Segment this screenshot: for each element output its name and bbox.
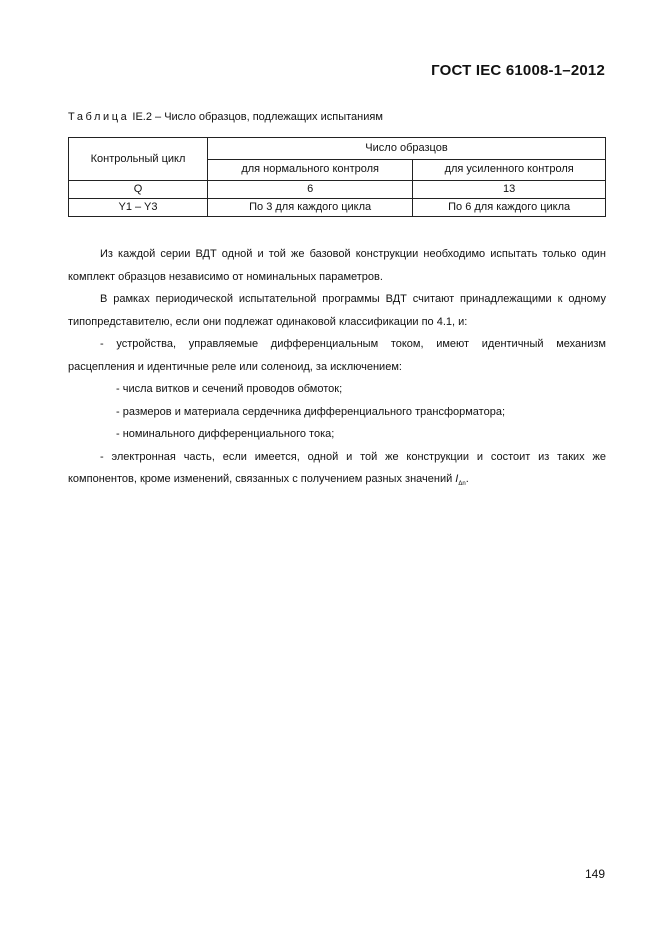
col-header-samples: Число образцов bbox=[208, 138, 606, 160]
list-item: - числа витков и сечений проводов обмоток; bbox=[116, 383, 343, 395]
col-header-cycle: Контрольный цикл bbox=[69, 138, 208, 181]
table-caption-text: IE.2 – Число образцов, подлежащих испытаниям bbox=[129, 111, 383, 123]
paragraph-sampling: Из каждой серии ВДТ одной и той же базовой конструкции необходимо испытать только один комплект образцов независимо от номинальных параметров. bbox=[68, 248, 606, 283]
table-caption-prefix: Таблица bbox=[68, 111, 130, 123]
rated-current-symbol bbox=[455, 473, 466, 488]
cell-normal: По 3 для каждого цикла bbox=[208, 199, 413, 217]
paragraph-type-definition: В рамках периодической испытательной программы ВДТ считают принадлежащими к одному типопредставителю, если они подлежат одинаковой классификации по 4.1, и: bbox=[68, 293, 606, 328]
list-item: - номинального дифференциального тока; bbox=[116, 428, 335, 440]
cell-tightened: По 6 для каждого цикла bbox=[413, 199, 606, 217]
body-text bbox=[68, 243, 606, 496]
table-row bbox=[69, 199, 606, 217]
list-item: - размеров и материала сердечника дифференциального трансформатора; bbox=[116, 405, 506, 418]
table-row bbox=[69, 181, 606, 199]
paragraph-rcd-mechanism: - устройства, управляемые дифференциальным током, имеют идентичный механизм расцепления и идентичные реле или соленоид, за исключением: bbox=[68, 338, 606, 373]
col-header-normal: для нормального контроля bbox=[208, 159, 413, 181]
cell-tightened: 13 bbox=[413, 181, 606, 199]
cell-cycle: Y1 – Y3 bbox=[69, 199, 208, 217]
symbol-i: I bbox=[455, 473, 459, 485]
paragraph-electronics-end: . bbox=[465, 473, 469, 485]
paragraph-electronics-text: - электронная часть, если имеется, одной и той же конструкции и состоит из таких же компонентов, кроме изменений, связанных с получением разных значений bbox=[68, 450, 606, 485]
table-caption bbox=[68, 111, 608, 123]
document-header: ГОСТ IEC 61008-1–2012 bbox=[431, 62, 605, 79]
page-number: 149 bbox=[584, 867, 605, 881]
paragraph-electronics bbox=[68, 446, 606, 496]
samples-table bbox=[68, 137, 606, 217]
col-header-tightened: для усиленного контроля bbox=[413, 159, 606, 181]
symbol-subscript: Δn bbox=[458, 481, 466, 488]
cell-cycle: Q bbox=[69, 181, 208, 199]
cell-normal: 6 bbox=[208, 181, 413, 199]
